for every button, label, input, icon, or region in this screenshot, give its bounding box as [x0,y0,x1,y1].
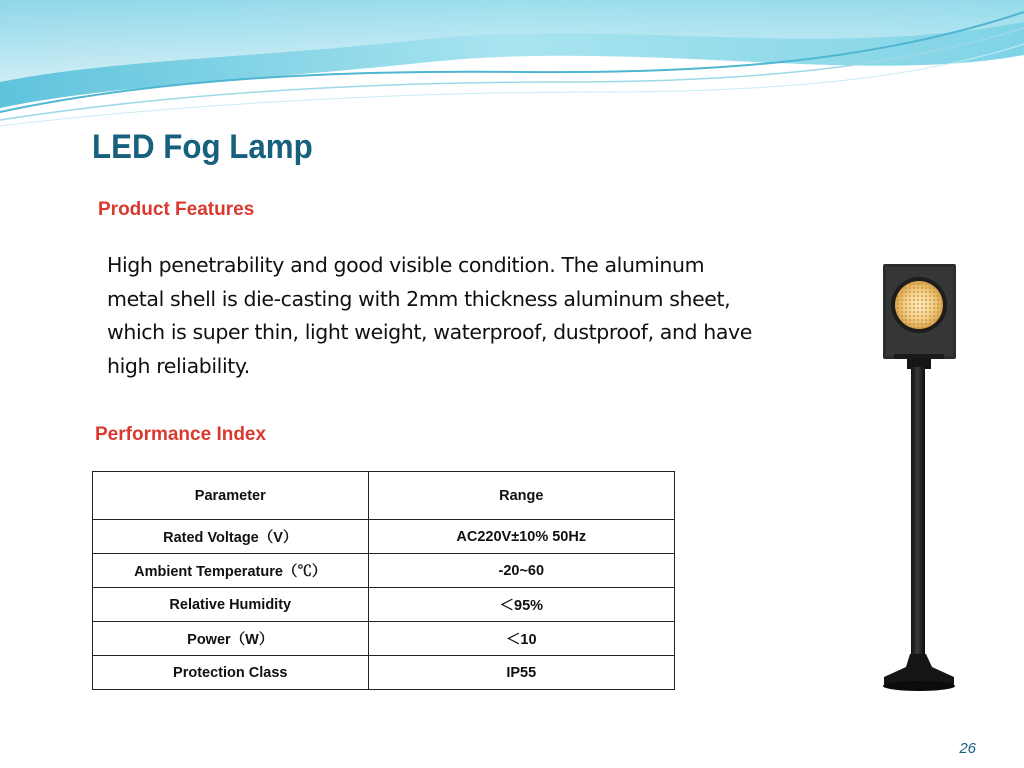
led-fog-lamp-image [880,262,960,692]
range-cell: IP55 [368,656,674,690]
column-header-range: Range [368,472,674,520]
table-row [93,554,675,588]
parameter-cell: Ambient Temperature（℃） [93,554,369,588]
table-row [93,520,675,554]
page-number: 26 [959,740,976,757]
header-wave-decoration [0,0,1024,140]
parameter-cell: Protection Class [93,656,369,690]
range-cell: ＜95% [368,588,674,622]
performance-index-heading: Performance Index [95,424,267,445]
table-row [93,656,675,690]
range-cell: -20~60 [368,554,674,588]
product-features-text: High penetrability and good visible condition. The aluminum metal shell is die-casting with 2mm thickness aluminum sheet, which is super thin, light weight, waterproof, dustproof, and have high reliability. [107,253,752,378]
parameter-cell: Relative Humidity [93,588,369,622]
performance-table [92,471,675,690]
product-features-heading: Product Features [98,199,255,220]
parameter-cell: Rated Voltage（V） [93,520,369,554]
column-header-parameter: Parameter [93,472,369,520]
table-header-row [93,472,675,520]
table-row [93,622,675,656]
range-cell: ＜10 [368,622,674,656]
slide-title: LED Fog Lamp [92,128,313,166]
range-cell: AC220V±10% 50Hz [368,520,674,554]
table-row [93,588,675,622]
parameter-cell: Power（W） [93,622,369,656]
